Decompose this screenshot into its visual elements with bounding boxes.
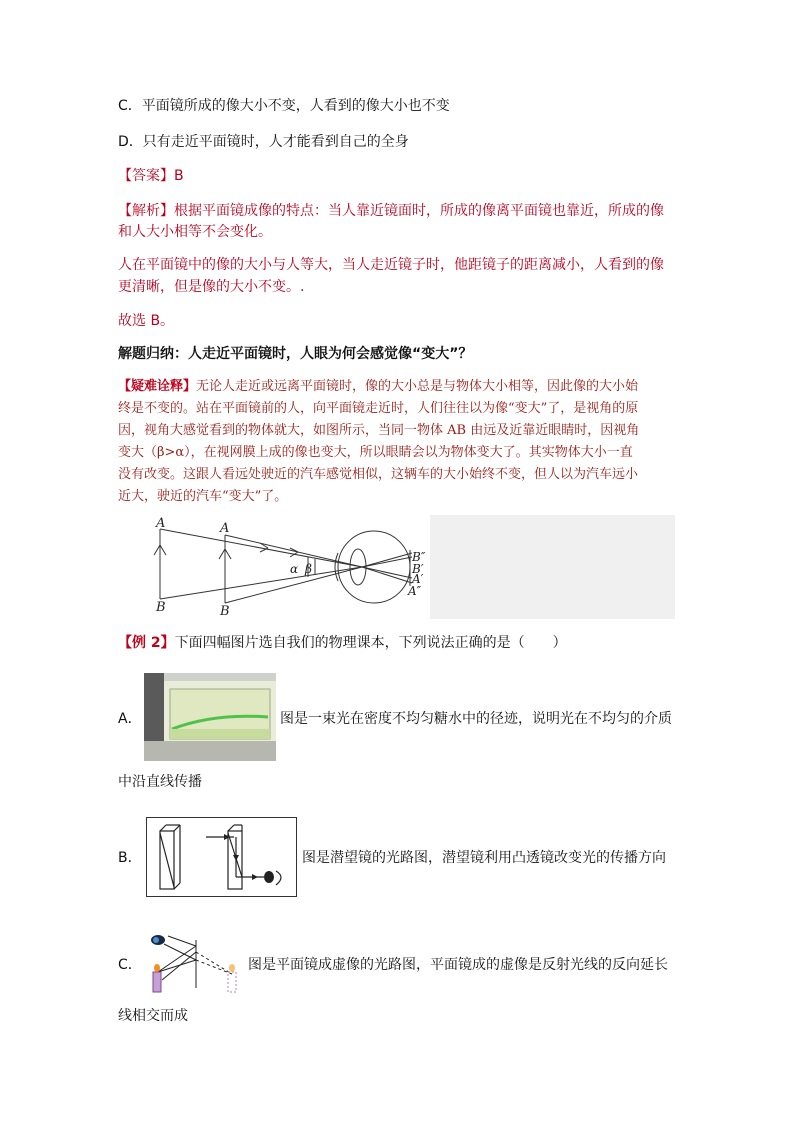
answer-tag: 【答案】 <box>118 168 174 184</box>
option-c: C．平面镜所成的像大小不变，人看到的像大小也不变 <box>118 98 450 114</box>
example-a-text-2: 中沿直线传播 <box>118 774 202 790</box>
example-a-text: 图是一束光在密度不均匀糖水中的径迹，说明光在不均匀的介质 <box>280 711 672 727</box>
eye-label-b-prime: B′ <box>412 562 424 576</box>
analysis-line-1 <box>118 202 664 220</box>
explain-tag: 【疑难诠释】 <box>118 379 197 394</box>
periscope-diagram <box>146 817 297 897</box>
option-d: D．只有走近平面镜时，人才能看到自己的全身 <box>118 134 409 150</box>
eye-label-b2: B <box>220 604 230 619</box>
example-a-label: A． <box>118 711 142 727</box>
analysis-tag: 【解析】 <box>118 203 174 219</box>
summary-heading: 解题归纳：人走近平面镜时，人眼为何会感觉像“变大”？ <box>118 346 473 362</box>
eye-label-b1: B <box>156 600 166 615</box>
analysis-line-3: 人在平面镜中的像的大小与人等大，当人走近镜子时，他距镜子的距离减小，人看到的像 <box>118 257 664 273</box>
example-tag: 【例 2】 <box>118 635 175 651</box>
explain-line-6: 近大，驶近的汽车“变大”了。 <box>118 489 288 504</box>
example-c-text-2: 线相交而成 <box>118 1008 188 1024</box>
explain-line-3: 因，视角大感觉看到的物体就大，如图所示，当同一物体 AB 由远及近靠近眼睛时，因视角 <box>118 423 640 438</box>
answer-value: B <box>174 168 184 184</box>
sugar-water-photo <box>144 673 276 761</box>
eye-label-b-dbl: B″ <box>412 550 426 564</box>
eye-label-a1: A <box>156 516 166 531</box>
eye-diagram <box>118 515 675 619</box>
eye-label-beta: β <box>305 562 312 576</box>
example-question: 下面四幅图片选自我们的物理课本，下列说法正确的是（ ） <box>174 635 567 651</box>
eye-label-a-prime: A′ <box>412 572 424 586</box>
example-question-line <box>118 634 567 652</box>
eye-label-alpha: α <box>290 562 299 576</box>
eye-label-a2: A <box>220 521 230 536</box>
analysis-line-2: 和人大小相等不会变化。 <box>118 224 272 240</box>
eye-figure-frame <box>118 515 675 619</box>
analysis-line-4: 更清晰，但是像的大小不变。. <box>118 279 305 295</box>
example-c-text: 图是平面镜成虚像的光路图，平面镜成的虚像是反射光线的反向延长 <box>248 957 668 973</box>
example-b-text: 图是潜望镜的光路图，潜望镜利用凸透镜改变光的传播方向 <box>302 850 666 866</box>
analysis-conclusion: 故选 B。 <box>118 313 175 329</box>
explain-line-2: 终是不变的。站在平面镜前的人，向平面镜走近时，人们往往以为像“变大”了，是视角的原 <box>118 401 639 416</box>
answer-line <box>118 167 184 185</box>
explain-line-5: 没有改变。这跟人看远处驶近的汽车感觉相似，这辆车的大小始终不变，但人以为汽车远小 <box>118 467 639 482</box>
analysis-text-1: 根据平面镜成像的特点：当人靠近镜面时，所成的像离平面镜也靠近，所成的像 <box>174 203 664 219</box>
plane-mirror-diagram <box>144 928 244 996</box>
eye-label-a-dbl: A″ <box>408 584 422 598</box>
example-b-label: B． <box>118 850 142 866</box>
explain-line-1 <box>118 378 638 396</box>
explain-text-1: 无论人走近或远离平面镜时，像的大小总是与物体大小相等，因此像的大小始 <box>196 379 639 394</box>
explain-line-4: 变大（β>α），在视网膜上成的像也变大，所以眼睛会以为物体变大了。其实物体大小一直 <box>118 445 633 460</box>
example-c-label: C． <box>118 957 142 973</box>
